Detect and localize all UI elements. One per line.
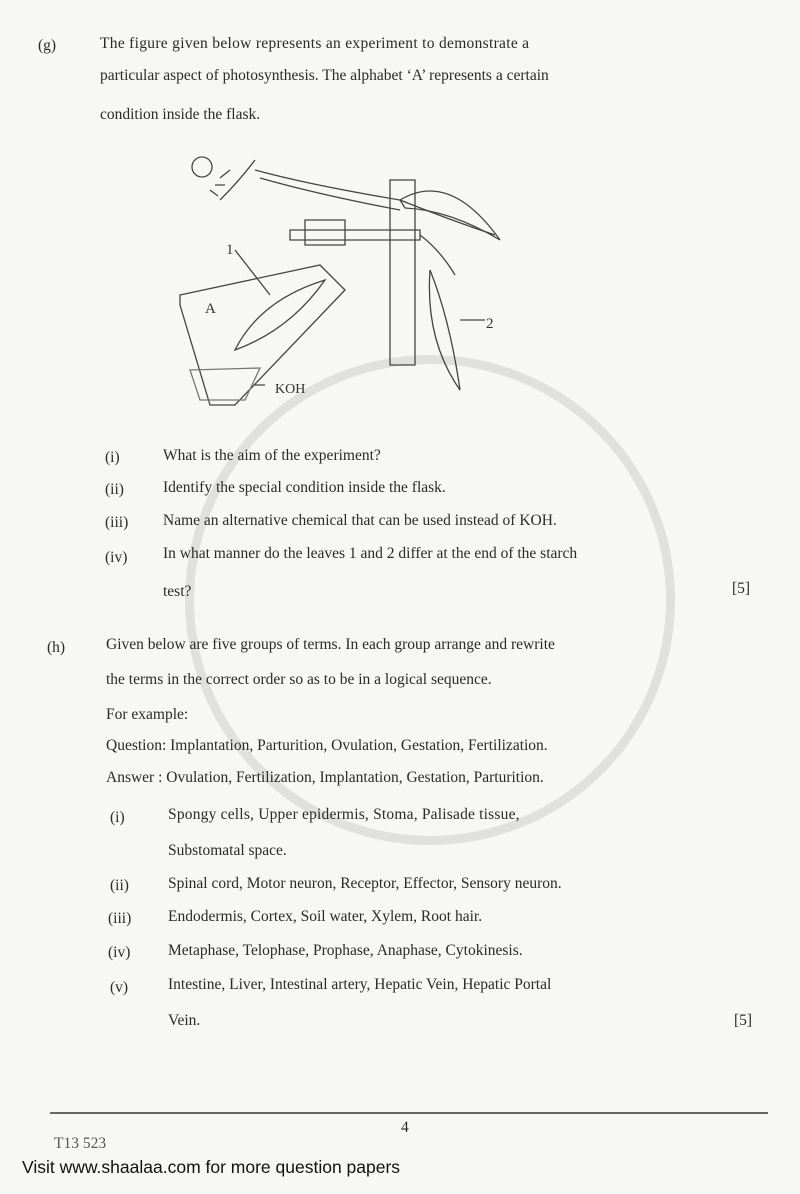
sub-num: (ii): [105, 481, 124, 498]
sub-text: Metaphase, Telophase, Prophase, Anaphase, Cytokinesis.: [168, 942, 523, 959]
photosynthesis-experiment-figure: [150, 140, 550, 410]
page-number: 4: [401, 1119, 409, 1136]
label-a: A: [205, 301, 216, 317]
question-g-line: The figure given below represents an experiment to demonstrate a: [100, 35, 530, 52]
sub-text: Spongy cells, Upper epidermis, Stoma, Palisade tissue,: [168, 806, 520, 823]
sub-num: (ii): [110, 877, 129, 894]
marks: [5]: [734, 1012, 753, 1029]
sub-num: (iii): [108, 910, 132, 927]
label-2: 2: [486, 316, 494, 332]
footer-rule: [50, 1112, 768, 1114]
sub-text: Intestine, Liver, Intestinal artery, Hepatic Vein, Hepatic Portal: [168, 976, 552, 993]
question-g-line: particular aspect of photosynthesis. The alphabet ‘A’ represents a certain: [100, 67, 549, 84]
example-answer: Answer : Ovulation, Fertilization, Implantation, Gestation, Parturition.: [106, 769, 544, 786]
example-label: For example:: [106, 706, 189, 723]
sub-text: In what manner do the leaves 1 and 2 differ at the end of the starch: [163, 545, 578, 562]
question-g-line: condition inside the flask.: [100, 106, 261, 123]
sub-num: (v): [110, 979, 129, 996]
sub-num: (i): [105, 449, 120, 466]
sub-num: (iv): [108, 944, 131, 961]
sub-text: Spinal cord, Motor neuron, Receptor, Effector, Sensory neuron.: [168, 875, 562, 892]
paper-code: T13 523: [54, 1135, 107, 1152]
sub-text: What is the aim of the experiment?: [163, 447, 381, 464]
question-h-label: (h): [47, 639, 66, 656]
visit-link[interactable]: Visit www.shaalaa.com for more question papers: [22, 1157, 401, 1177]
sun-icon: [192, 157, 212, 177]
question-h-line: the terms in the correct order so as to be in a logical sequence.: [106, 671, 492, 688]
sub-text: test?: [163, 583, 192, 600]
sub-text: Endodermis, Cortex, Soil water, Xylem, Root hair.: [168, 908, 483, 925]
sub-text: Name an alternative chemical that can be used instead of KOH.: [163, 512, 557, 529]
sub-text: Vein.: [168, 1012, 201, 1029]
sub-text: Identify the special condition inside the flask.: [163, 479, 446, 496]
example-question: Question: Implantation, Parturition, Ovulation, Gestation, Fertilization.: [106, 737, 548, 754]
label-koh: KOH: [275, 382, 306, 397]
sub-num: (iv): [105, 549, 128, 566]
marks: [5]: [732, 580, 751, 597]
label-1: 1: [226, 242, 234, 258]
question-g-label: (g): [38, 37, 57, 54]
sub-num: (iii): [105, 514, 129, 531]
question-h-line: Given below are five groups of terms. In each group arrange and rewrite: [106, 636, 555, 653]
sub-num: (i): [110, 809, 125, 826]
sub-text: Substomatal space.: [168, 842, 287, 859]
